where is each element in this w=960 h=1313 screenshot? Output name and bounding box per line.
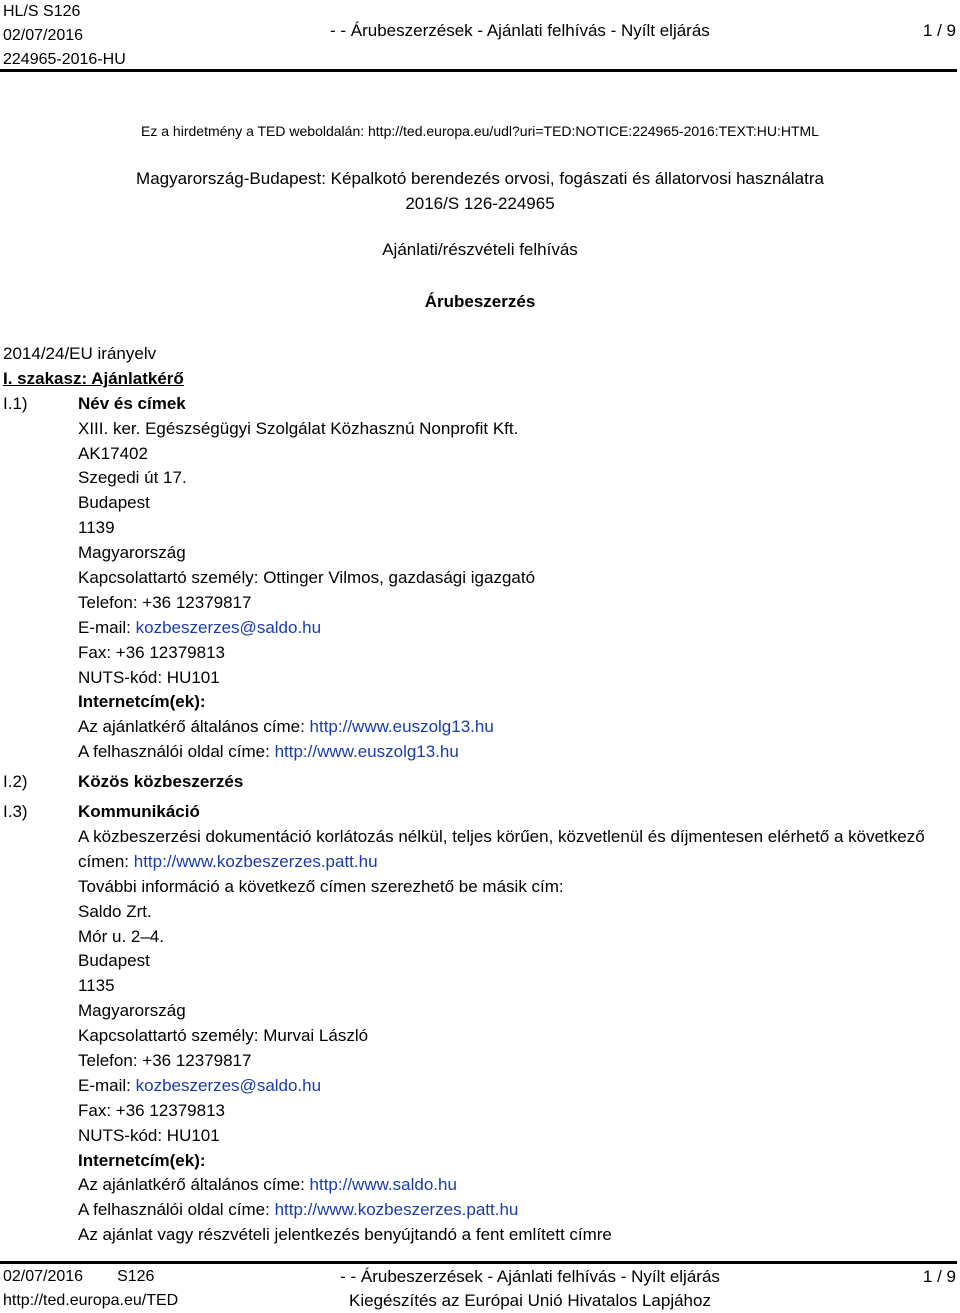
footer-left [3, 1265, 178, 1313]
footer-date-row [3, 1265, 178, 1289]
header-page: 1 / 9 [922, 21, 956, 40]
footer-page: 1 / 9 [922, 1267, 956, 1286]
notice-line: Ez a hirdetmény a TED weboldalán: http://ted.europa.eu/udl?uri=TED:NOTICE:224965-2016:TEXT:HU:HTML [141, 123, 819, 139]
general-address-row [78, 715, 953, 740]
email-link[interactable]: kozbeszerzes@saldo.hu [135, 617, 322, 637]
fax: Fax: +36 12379813 [78, 642, 225, 662]
document-body [3, 342, 953, 1248]
notice-kind: Árubeszerzés [424, 292, 536, 311]
header-ref: 224965-2016-HU [3, 51, 126, 68]
notice-title [0, 166, 960, 216]
buyer-profile-link[interactable]: http://www.euszolg13.hu [274, 742, 459, 762]
header-date: 02/07/2016 [3, 27, 84, 44]
footer-center [330, 1265, 730, 1313]
footer-center-line-2: Kiegészítés az Európai Unió Hivatalos Lapjához [349, 1291, 711, 1310]
email-link[interactable]: kozbeszerzes@saldo.hu [135, 1075, 322, 1095]
documents-paragraph [78, 825, 953, 875]
title-line-2: 2016/S 126-224965 [405, 194, 555, 213]
email-label: E-mail: [78, 1075, 136, 1095]
header-left [3, 0, 126, 72]
org-zip: 1139 [78, 518, 115, 538]
section-content [78, 770, 953, 795]
buyer-profile-row [78, 1198, 953, 1223]
email-label: E-mail: [78, 617, 136, 637]
org-street: Szegedi út 17. [78, 468, 187, 488]
nuts-code: NUTS-kód: HU101 [78, 667, 220, 687]
general-address-link[interactable]: http://www.euszolg13.hu [309, 717, 494, 737]
buyer-profile-label: A felhasználói oldal címe: [78, 742, 275, 762]
phone: Telefon: +36 12379817 [78, 592, 252, 612]
org-city: Budapest [78, 493, 150, 513]
section-heading: Közös közbeszerzés [78, 772, 244, 792]
footer-series: S126 [117, 1268, 155, 1285]
section-number: I.3) [3, 802, 28, 822]
general-address-row [78, 1173, 953, 1198]
general-address-label: Az ajánlatkérő általános címe: [78, 1175, 310, 1195]
internet-label: Internetcím(ek): [78, 1150, 206, 1170]
org-country: Magyarország [78, 1001, 186, 1021]
general-address-label: Az ajánlatkérő általános címe: [78, 717, 310, 737]
fax: Fax: +36 12379813 [78, 1100, 225, 1120]
section-heading: Kommunikáció [78, 802, 200, 822]
section-content [78, 800, 953, 1248]
contact-person: Kapcsolattartó személy: Murvai László [78, 1026, 369, 1046]
title-line-1: Magyarország-Budapest: Képalkotó berendezés orvosi, fogászati és állatorvosi használatra [136, 169, 824, 188]
doc-id: HL/S S126 [3, 3, 81, 20]
footer-rule [0, 1261, 957, 1264]
org-street: Mór u. 2–4. [78, 926, 164, 946]
email-row [78, 1074, 953, 1099]
org-zip: 1135 [78, 976, 115, 996]
phone: Telefon: +36 12379817 [78, 1050, 252, 1070]
section-content [78, 392, 953, 765]
more-info: További információ a következő címen szerezhető be másik cím: [78, 876, 564, 896]
org-name: XIII. ker. Egészségügyi Szolgálat Közhasznú Nonprofit Kft. [78, 418, 519, 438]
org-city: Budapest [78, 951, 150, 971]
general-address-link[interactable]: http://www.saldo.hu [309, 1175, 457, 1195]
internet-label: Internetcím(ek): [78, 692, 206, 712]
buyer-profile-link[interactable]: http://www.kozbeszerzes.patt.hu [274, 1200, 519, 1220]
buyer-profile-row [78, 740, 953, 765]
section-1-1 [3, 392, 953, 765]
header-center: - - Árubeszerzések - Ajánlati felhívás - Nyílt eljárás [330, 21, 710, 40]
directive: 2014/24/EU irányelv [3, 344, 157, 363]
section-title: I. szakasz: Ajánlatkérő [3, 368, 184, 388]
footer-url[interactable]: http://ted.europa.eu/TED [3, 1292, 179, 1309]
org-name: Saldo Zrt. [78, 901, 152, 921]
section-1-3 [3, 800, 953, 1248]
header-rule [0, 69, 957, 72]
email-row [78, 616, 953, 641]
documents-link[interactable]: http://www.kozbeszerzes.patt.hu [133, 851, 378, 871]
footer-center-line-1: - - Árubeszerzések - Ajánlati felhívás - Nyílt eljárás [340, 1267, 720, 1286]
nuts-code: NUTS-kód: HU101 [78, 1125, 220, 1145]
footer-date: 02/07/2016 [3, 1268, 84, 1285]
section-heading: Név és címek [78, 393, 186, 413]
documents-text: A közbeszerzési dokumentáció korlátozás nélkül, teljes körűen, közvetlenül és díjmentesen elérhető a következő címen: [78, 826, 925, 871]
org-country: Magyarország [78, 543, 186, 563]
org-code: AK17402 [78, 443, 148, 463]
contact-person: Kapcsolattartó személy: Ottinger Vilmos, gazdasági igazgató [78, 568, 536, 588]
buyer-profile-label: A felhasználói oldal címe: [78, 1200, 275, 1220]
notice-subtitle: Ajánlati/részvételi felhívás [382, 240, 578, 259]
section-number: I.1) [3, 393, 28, 413]
section-number: I.2) [3, 772, 28, 792]
section-1-2 [3, 770, 953, 795]
submission-address: Az ajánlat vagy részvételi jelentkezés benyújtandó a fent említett címre [78, 1225, 612, 1245]
